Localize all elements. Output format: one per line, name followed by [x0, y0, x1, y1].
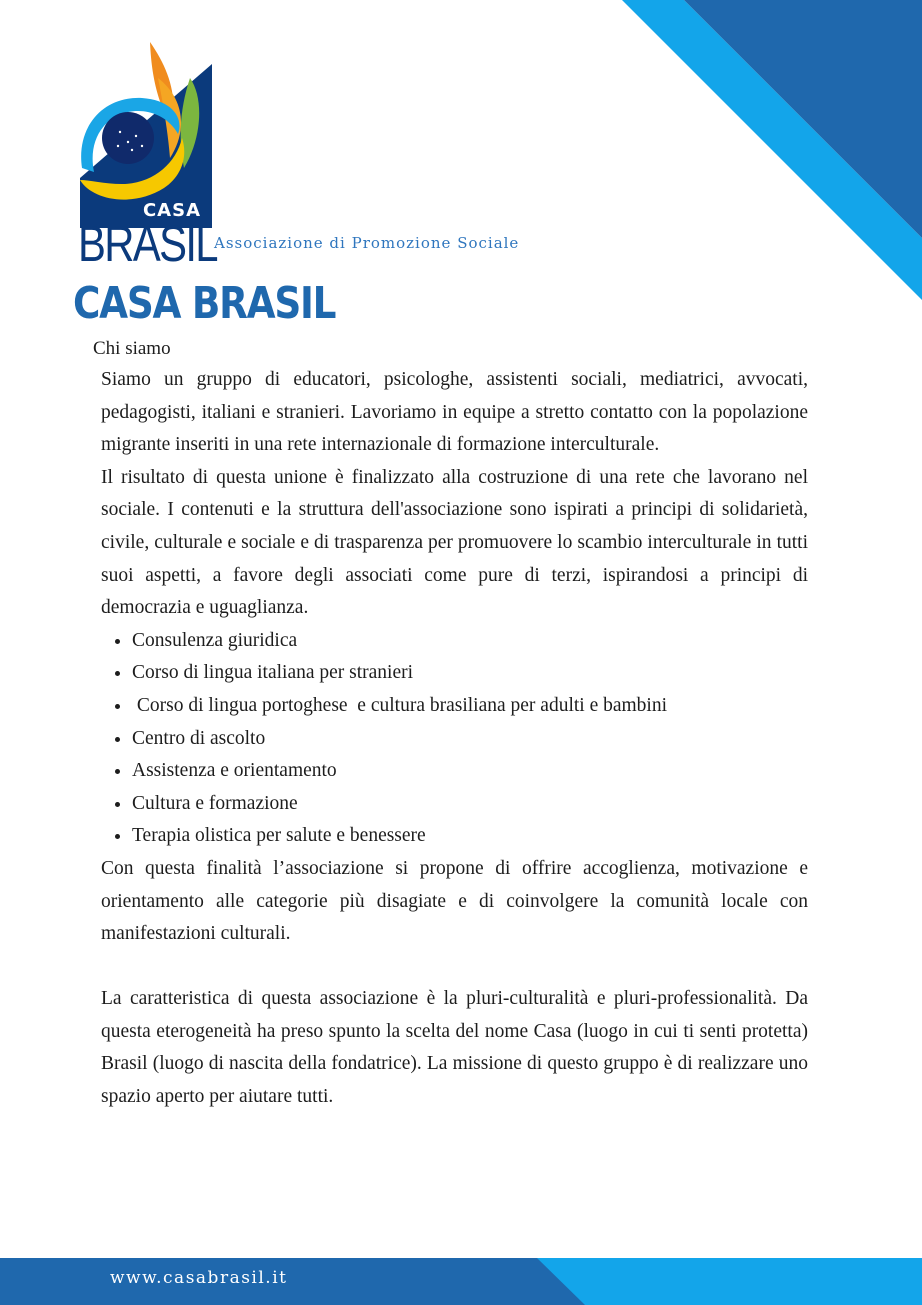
content-body [101, 364, 808, 1114]
intro-paragraph: Siamo un gruppo di educatori, psicologhe, assistenti sociali, mediatrici, avvocati, pedagogisti, italiani e stranieri. Lavoriamo in equipe a stretto contatto con la popolazione migrante inseriti in una rete internazionale di formazione interculturale. [101, 369, 808, 456]
spacer [101, 951, 808, 984]
purpose-paragraph: Con questa finalità l’associazione si propone di offrire accoglienza, motivazione e orientamento alle categorie più disagiate e di coinvolgere la comunità locale con manifestazioni culturali. [101, 857, 808, 945]
list-item: • Corso di lingua italiana per stranieri [132, 657, 808, 690]
section-label: Chi siamo [93, 338, 171, 359]
list-item: • Assistenza e orientamento [132, 755, 808, 788]
list-item: • Corso di lingua portoghese e cultura brasiliana per adulti e bambini [132, 690, 808, 723]
corner-decoration [622, 0, 922, 300]
list-item: • Centro di ascolto [132, 723, 808, 756]
tagline: Associazione di Promozione Sociale [214, 234, 520, 252]
intro-paragraph: Il risultato di questa unione è finalizzato alla costruzione di una rete che lavorano nel sociale. I contenuti e la struttura dell'associazione sono ispirati a principi di solidarietà, civile, culturale e sociale e di trasparenza per promuovere lo scambio interculturale in tutti suoi aspetti, a favore degli associati come pure di terzi, ispirandosi a principi di democrazia e uguaglianza. [101, 466, 808, 619]
logo-casa-text: CASA [142, 200, 202, 221]
list-item: • Terapia olistica per salute e benessere [132, 820, 808, 853]
list-item: • Consulenza giuridica [132, 625, 808, 658]
website-link[interactable]: www.casabrasil.it [110, 1268, 288, 1288]
services-list [101, 625, 808, 853]
name-paragraph: La caratteristica di questa associazione è la pluri-culturalità e pluri-professionalità. Da questa eterogeneità ha preso spunto la scelta del nome Casa (luogo in cui ti senti protetta) Brasil (luogo di nascita della fondatrice). La missione di questo gruppo è di realizzare uno spazio aperto per aiutare tutti. [101, 988, 808, 1108]
list-item: • Cultura e formazione [132, 788, 808, 821]
page-title: CASA BRASIL [73, 278, 336, 329]
logo-brasil-text: BRASIL [78, 215, 217, 272]
